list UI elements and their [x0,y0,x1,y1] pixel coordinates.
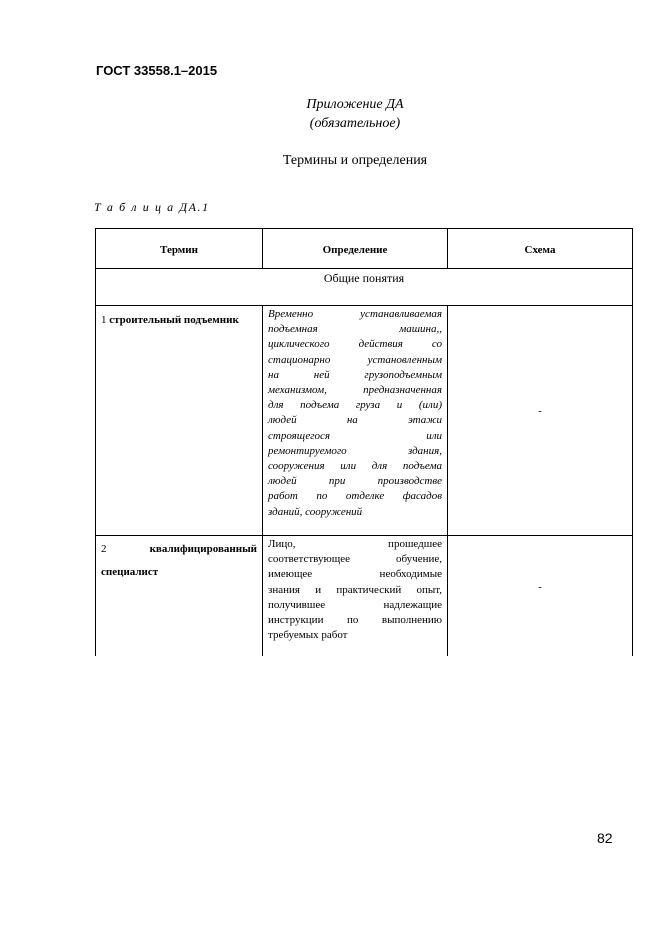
definition-line: людей при производстве [268,475,442,488]
definition-line: получившее надлежащие [268,598,442,611]
definition-line: людей на этажи [268,414,442,427]
definition-line: инструкции по выполнению [268,614,442,627]
definition-line: соответствующее обучение, [268,553,442,566]
definition-line: строящегося или [268,429,442,442]
scheme-cell-1: - [538,405,542,417]
term-name: строительный подъемник [109,314,239,326]
definition-line: ремонтируемого здания, [268,444,442,457]
section-title: Термины и определения [282,153,428,168]
table-border-top [95,228,633,229]
term-name-part: специалист [101,566,159,578]
definition-line: Временно устанавливаемая [268,308,442,320]
scheme-cell-2: - [538,581,542,593]
column-divider-2-body [447,305,448,656]
group-divider [95,305,633,306]
definition-line: сооружения или для подъема [268,460,442,473]
definition-line: подъемная машина,, [268,323,442,336]
definition-cell-2 [268,537,442,643]
column-header-scheme: Схема [524,244,556,256]
definition-line: механизмом, предназначенная [268,384,442,397]
column-header-term: Термин [160,244,198,256]
definition-line: знания и практический опыт, [268,583,442,596]
row-divider [95,535,633,536]
definition-line: циклического действия со [268,338,442,351]
appendix-heading [240,95,470,133]
standard-number: ГОСТ 33558.1–2015 [96,63,218,78]
definition-line: Лицо, прошедшее [268,538,442,550]
table-border-right [632,228,633,656]
term-cell-1 [101,309,257,332]
column-header-definition: Определение [322,244,388,256]
appendix-title: Приложение ДА [306,97,404,112]
definition-line: имеющее необходимые [268,568,442,581]
definition-line: на ней грузоподъемным [268,368,442,381]
table-caption: Т а б л и ц а ДА.1 [94,200,210,214]
definition-line: работ по отделке фасадов [268,490,442,503]
definition-line: стационарно установленным [268,353,442,366]
definition-line: зданий, сооружений [268,505,363,518]
term-name-part: квалифицированный [149,543,257,555]
column-divider-1-body [262,305,263,656]
term-number: 1 [101,314,107,326]
term-first-line [101,538,257,561]
page-number: 82 [597,830,613,846]
group-row-label: Общие понятия [323,271,405,285]
definition-line: для подъема груза и (или) [268,399,442,412]
header-divider [95,268,633,269]
term-number: 2 [101,543,107,555]
table-border-left [95,228,96,656]
appendix-subtitle: (обязательное) [309,116,401,131]
definition-cell-1 [268,307,442,520]
definition-line: требуемых работ [268,629,348,642]
term-cell-2 [101,538,257,584]
